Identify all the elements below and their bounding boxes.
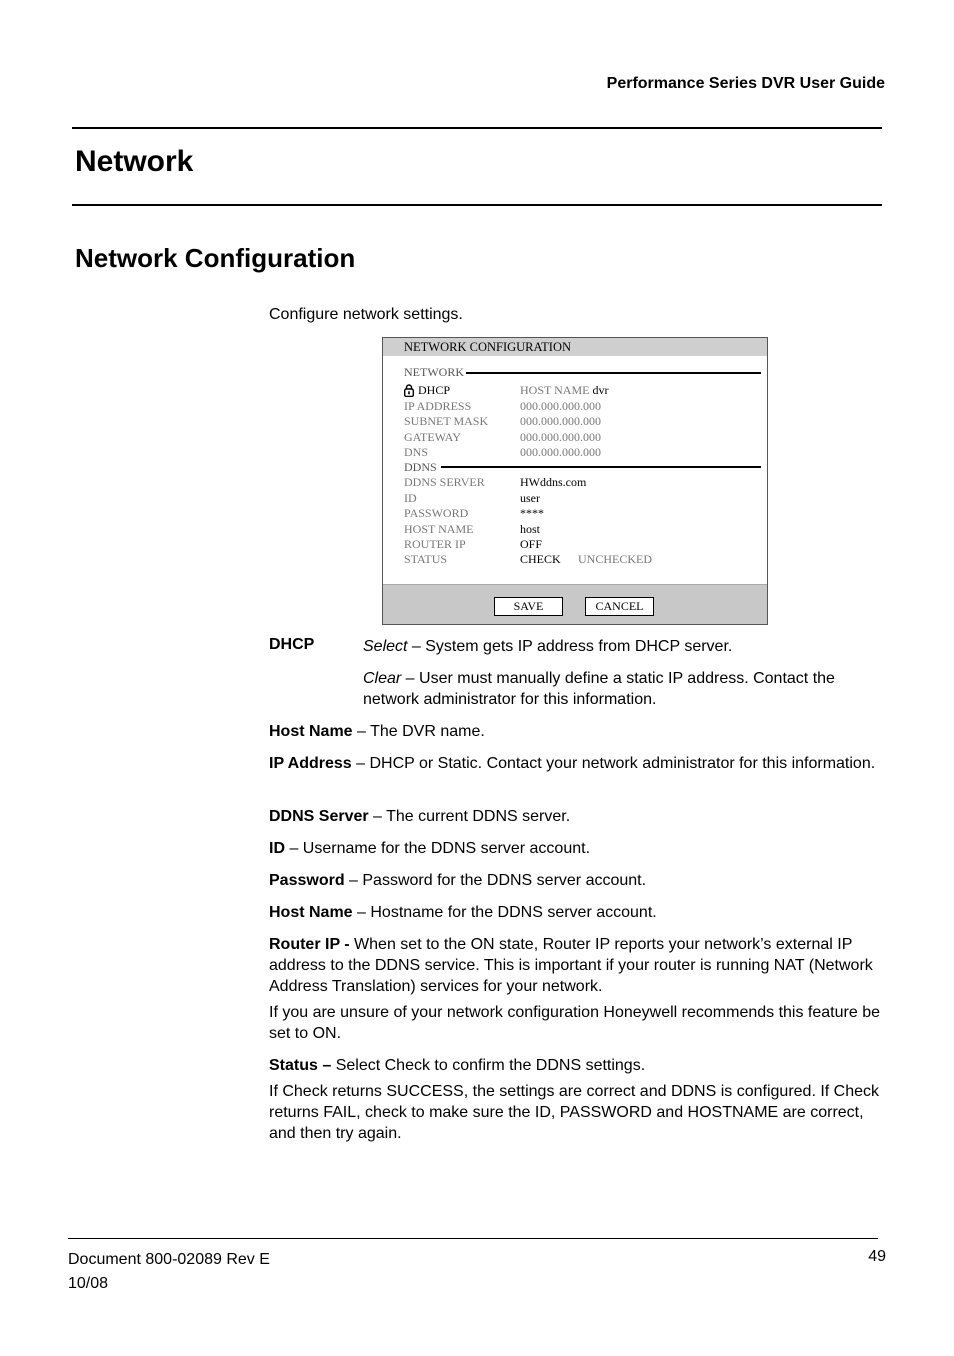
id-term: ID bbox=[269, 840, 285, 857]
screen-footer bbox=[383, 584, 767, 624]
router-ip-field[interactable]: OFF bbox=[520, 537, 543, 551]
ddns-section-label: DDNS bbox=[404, 460, 437, 474]
running-header: Performance Series DVR User Guide bbox=[606, 75, 885, 92]
clear-term: Clear bbox=[363, 670, 402, 687]
host-name-term: Host Name bbox=[269, 723, 353, 740]
ddns-host-name-label: HOST NAME bbox=[404, 522, 474, 536]
host-name-value: dvr bbox=[592, 383, 609, 397]
host-name-text: – The DVR name. bbox=[352, 723, 485, 740]
password-text: – Password for the DDNS server account. bbox=[344, 872, 647, 889]
intro-text: Configure network settings. bbox=[269, 306, 463, 323]
screen-title: NETWORK CONFIGURATION bbox=[383, 338, 767, 356]
id-field[interactable]: user bbox=[520, 491, 540, 505]
document-date: 10/08 bbox=[68, 1275, 109, 1292]
status-text: Select Check to confirm the DDNS settings. bbox=[331, 1057, 646, 1074]
ip-address-definition bbox=[269, 753, 884, 774]
password-field[interactable]: **** bbox=[520, 506, 544, 520]
section-heading: Network Configuration bbox=[75, 243, 356, 273]
password-term: Password bbox=[269, 872, 345, 889]
status-definition bbox=[269, 1055, 884, 1076]
dhcp-term: DHCP bbox=[269, 636, 315, 653]
select-term: Select bbox=[363, 638, 408, 655]
status-note: If Check returns SUCCESS, the settings are correct and DDNS is configured. If Check returns FAIL, check to make sure the ID, PASSWORD and HOSTNAME are correct, and then try again. bbox=[269, 1083, 880, 1142]
router-text: When set to the ON state, Router IP reports your network’s external IP address to the DDNS service. This is important if your router is running NAT (Network Address Translation) services for your network. bbox=[269, 936, 873, 995]
id-text: – Username for the DDNS server account. bbox=[285, 840, 591, 857]
document-number: Document 800-02089 Rev E bbox=[68, 1251, 270, 1268]
ip-term: IP Address bbox=[269, 755, 352, 772]
network-configuration-screen bbox=[382, 337, 768, 625]
clear-text: – User must manually define a static IP address. Contact the network administrator for this information. bbox=[363, 670, 835, 708]
ip-text: – DHCP or Static. Contact your network administrator for this information. bbox=[351, 755, 876, 772]
host-name-label: HOST NAME bbox=[520, 383, 590, 397]
host-name-definition bbox=[269, 721, 884, 742]
ddns-server-definition bbox=[269, 806, 884, 827]
dhcp-label: DHCP bbox=[418, 383, 451, 397]
select-text: – System gets IP address from DHCP server. bbox=[407, 638, 733, 655]
ip-address-field[interactable]: 000.000.000.000 bbox=[520, 399, 601, 413]
cancel-button[interactable]: CANCEL bbox=[585, 597, 654, 616]
ddns-server-text: – The current DDNS server. bbox=[368, 808, 571, 825]
dns-field[interactable]: 000.000.000.000 bbox=[520, 445, 601, 459]
page-title: Network bbox=[75, 145, 194, 178]
ddns-server-label: DDNS SERVER bbox=[404, 475, 485, 489]
ddns-host-name-definition bbox=[269, 902, 884, 923]
router-term: Router IP - bbox=[269, 936, 350, 953]
subnet-mask-label: SUBNET MASK bbox=[404, 414, 489, 428]
password-definition bbox=[269, 870, 884, 891]
title-rule bbox=[72, 204, 882, 206]
subnet-mask-field[interactable]: 000.000.000.000 bbox=[520, 414, 601, 428]
network-section-line bbox=[443, 372, 761, 374]
host-name2-text: – Hostname for the DDNS server account. bbox=[352, 904, 657, 921]
check-button[interactable]: CHECK bbox=[520, 552, 561, 566]
id-definition bbox=[269, 838, 884, 859]
router-ip-label: ROUTER IP bbox=[404, 537, 466, 551]
ddns-server-field[interactable]: HWddns.com bbox=[520, 475, 587, 489]
status-label: STATUS bbox=[404, 552, 448, 566]
status-value: UNCHECKED bbox=[578, 552, 652, 566]
ddns-server-term: DDNS Server bbox=[269, 808, 369, 825]
lock-icon bbox=[404, 384, 414, 397]
host-name-field[interactable] bbox=[520, 383, 608, 398]
id-label: ID bbox=[404, 491, 417, 505]
network-section-label: NETWORK bbox=[404, 365, 464, 379]
dhcp-select-definition bbox=[363, 636, 883, 657]
dhcp-checkbox[interactable] bbox=[404, 383, 450, 398]
ip-address-label: IP ADDRESS bbox=[404, 399, 472, 413]
password-label: PASSWORD bbox=[404, 506, 469, 520]
footer-rule bbox=[68, 1238, 878, 1239]
gateway-label: GATEWAY bbox=[404, 430, 461, 444]
footer-document-info bbox=[68, 1248, 270, 1296]
router-ip-note: If you are unsure of your network configuration Honeywell recommends this feature be set to ON. bbox=[269, 1004, 880, 1042]
host-name2-term: Host Name bbox=[269, 904, 353, 921]
ddns-section-line bbox=[441, 466, 761, 468]
router-ip-definition bbox=[269, 934, 884, 997]
save-button[interactable]: SAVE bbox=[494, 597, 563, 616]
dns-label: DNS bbox=[404, 445, 429, 459]
ddns-host-name-field[interactable]: host bbox=[520, 522, 541, 536]
status-term: Status – bbox=[269, 1057, 332, 1074]
header-rule bbox=[72, 127, 882, 129]
dhcp-clear-definition bbox=[363, 668, 883, 710]
gateway-field[interactable]: 000.000.000.000 bbox=[520, 430, 601, 444]
page-number: 49 bbox=[868, 1248, 886, 1265]
